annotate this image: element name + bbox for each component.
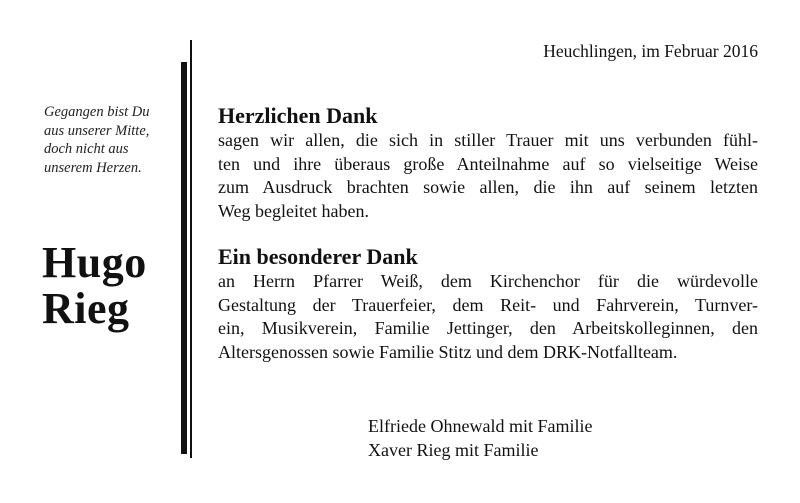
thanks-line: sagen wir allen, die sich in stiller Trauer mit uns verbunden fühl- — [218, 130, 758, 150]
verse-line: unserem Herzen. — [44, 159, 142, 176]
thanks-line: zum Ausdruck brachten sowie allen, die ihn auf seinem letzten — [218, 177, 758, 197]
deceased-name — [42, 240, 147, 332]
verse-line: doch nicht aus — [44, 141, 129, 157]
deceased-first-name: Hugo — [42, 238, 147, 287]
signature-line: Elfriede Ohnewald mit Familie — [368, 416, 593, 436]
special-thanks-section — [218, 244, 758, 364]
memorial-verse — [44, 103, 179, 177]
special-thanks-line: Altersgenossen sowie Familie Stitz und dem DRK-Notfallteam. — [218, 341, 678, 362]
thanks-section — [218, 103, 758, 223]
divider-thick — [181, 62, 187, 454]
verse-line: Gegangen bist Du — [44, 104, 150, 120]
special-thanks-heading: Ein besonderer Dank — [218, 244, 418, 269]
divider-thin — [190, 40, 192, 458]
special-thanks-line: Gestaltung der Trauerfeier, dem Reit- und Fahrverein, Turnver- — [218, 294, 758, 315]
thanks-heading: Herzlichen Dank — [218, 103, 378, 128]
special-thanks-line: an Herrn Pfarrer Weiß, dem Kirchenchor für die würdevolle — [218, 271, 758, 291]
signatures — [368, 414, 592, 462]
thanks-line: Weg begleitet haben. — [218, 200, 369, 221]
place-date: Heuchlingen, im Februar 2016 — [543, 41, 758, 61]
deceased-last-name: Rieg — [42, 284, 130, 333]
verse-line: aus unserer Mitte, — [44, 122, 150, 139]
signature-line: Xaver Rieg mit Familie — [368, 440, 539, 460]
special-thanks-line: ein, Musikverein, Familie Jettinger, den Arbeitskolleginnen, den — [218, 318, 758, 338]
thanks-line: ten und ihre überaus große Anteilnahme auf so vielseitige Weise — [218, 153, 758, 174]
